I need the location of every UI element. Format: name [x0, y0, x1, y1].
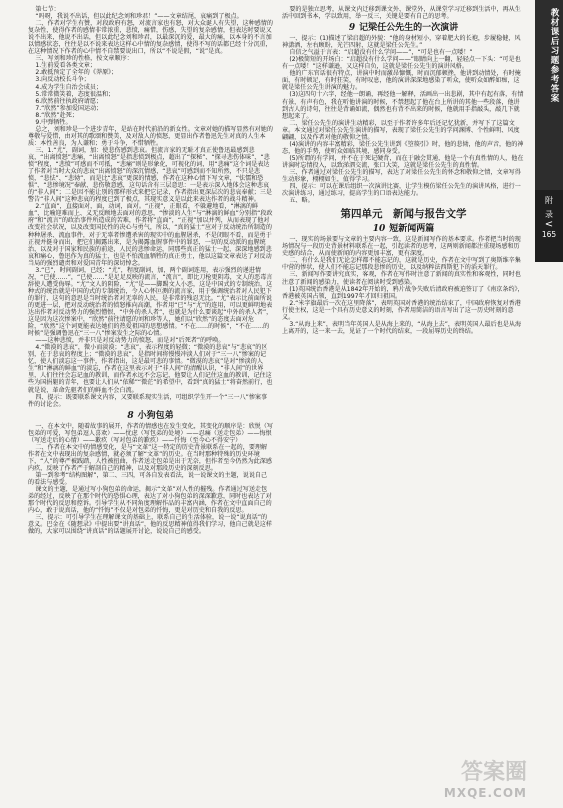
paragraph: 第一到参考“结构图解”，第二、三四，可各自发表看法，说一说课文的主题，说说自己的看法与感受。 — [28, 472, 268, 487]
paragraph: 一、在本文中，随着故事的展开，作者的情感也在发生变化，其变化的顺序是：欣悦（写包弟的可爱，写包弟逗人喜欢）——忧虑（写包弟的处境）——忍痛（送走包弟）——悔恨（写送走后的心情）——歉疚（写对包弟的歉疚）——忏悔（至今心不得安宁） — [28, 422, 273, 444]
paragraph: 二、作者对学生有赞，对段政府有怒，对流言家也有怒，对大众诞人有失望，这种感情的复杂性，使得作者的感情非常浓重，悲愤，痛惜，伤感，失望的复杂感情，但表达时要说又说不出来，他说不出话，但以此纪念刘和珍君，以最深沉的爱，最大的痛，以本身的不言加以情感状态，往往是以不说来表达这样心中情的复杂感情，使得不写的话都已经十分沉重，在这种情况下作者的心中情不自禁要说出口，所以“不说是假，“说”是真。 — [28, 20, 273, 56]
paragraph: 二、作者在本文中的情感变化，是与“文革”这一特定的历史背景联系在一起的，要理解作者在文中表现出的复杂感情，就必须了解“文革”的历史。在当时那种特殊的历史环境下，“人”的尊严被践踏，人性被扭曲，作者送走包弟是出于无奈，但作者至今仍然为此深感内疚，反映了作者严于解剖自己的精神，以及对那段历史的深刻反思。 — [28, 443, 272, 472]
paragraph: 2.“米字旗最后一次在这里降落”，表明英国对香港的统治结束了，中国政府恢复对香港行使主权，这是一个具有历史意义的时刻，作者用简洁的语言写出了这一历史时刻的意义。 — [282, 299, 521, 321]
paragraph: 4.“微漠的悲哀”，微小而淡漠；“悲哀”，表示程度的轻微；“微漠的悲哀”与“悲哀”的区别，在于悲哀的程度上；“微漠的悲哀”，是指时间将慢慢冲淡人们对于“三一八”惨案的记忆，使人们淡忘这一事件，作者指出，这是最可悲的事情。“微漠的悲哀”是对“惨淡的人生”和“淋漓的鲜血”的淡忘，作者在这里表示对于“非人间”的清醒认识，“非人间”的世界里，人们往往会忘记血的教训，而作者永远不会忘记，他要让人们记住这血的教训，记住这些为国捐躯的青年，也要让人们从“依稀”“微茫”的希望中，看到“真的猛士”将奋然前行，也就是说，革命先驱者们的鲜血不会白流。 — [28, 344, 273, 394]
heading-title: 记梁任公先生的一次演讲 — [359, 23, 459, 34]
paragraph: (3)这四句十六字，经他一朗诵，再经他一解释，活画出一出悲剧，其中有起有落，有情有景，有声有色，我在听他讲演的时候，不禁想起了他在台上所讲的其他一些段落，他讲到古人的诗句，往往是背诵如流，偶然也有背不出来的时候，他就用手指敲头，敲几下就想起来了。 — [282, 91, 524, 120]
paragraph: 三、提示：可引导学生在理解课文的基础上，联系自己的生活体验，说一说“说真话”的意义。巴金在《随想录》中提出要“讲真话”，他的反思精神值得我们学习，他自己就是这样做的，大家可以围绕“讲真话”的话题展开讨论，说说自己的感受。 — [28, 514, 272, 536]
paragraph: 3.向反动校长斗争； — [35, 76, 90, 84]
paragraph: 他的广东官话很有特点，讲演中时而激昂慷慨，时而沉郁顿挫，他讲到动情处，有时掩面，有时顿足，有时狂笑，有时叹息，他的演讲深深地感染了听众，使听众如醉如痴，这就是梁任公先生讲演的魅力。 — [282, 70, 521, 92]
paragraph: 三、写刘和珍的性格，按文章顺序： — [35, 55, 133, 63]
paragraph: 二、有什么是我们无论怎样都不能忘记的，这就是历史，作者在文中写到了奥斯维辛集中营的惨状，使人们不能忘记那段悲惨的历史，以及纳粹法西斯犯下的滔天罪行。 — [282, 257, 521, 272]
left-column — [28, 6, 273, 535]
paragraph: ——这种悲愤，并非只是对反动势力的愤怒，而是对“后死者”的呼唤。 — [35, 337, 225, 345]
lesson-heading — [282, 223, 525, 235]
paragraph: 一、现实的场景要与文章的主要内容一致，这是新闻写作的基本要求。作者把当时的现场情况与一段历史背景材料联系在一起，引起读者的思考，这两则新闻都注重现场感和历史感的结合，从而使新闻的内容更加丰富，更有深度。 — [282, 236, 521, 258]
paragraph: 自信之气溢于言表：“启超没有什么学问——”，“可是也有一点喽！” — [289, 49, 473, 57]
paragraph: 课文的主题，是通过写小狗包弟的命运，揭示“文革”对人性的摧残。作者通过写送走包弟的经过，反映了在那个时代的恐惧心理，表达了对小狗包弟的深深歉意，同时也表达了对那个时代的反思和控诉。引导学生从不同角度理解作品的丰富内涵，作者在文中直面自己的内心，敢于说真话，他的“忏悔”不仅是对包弟的忏悔，更是对历史和自我的反思。 — [28, 486, 272, 515]
paragraph: 6.欣然前往执政府请愿； — [35, 97, 103, 105]
paragraph: 三、作者通过对梁任公先生的描写，表达了对梁任公先生的怀念和敬仰之情，文章写得生动形象，栩栩如生，值得学习。 — [282, 168, 521, 184]
paragraph: 2.“直面”，直接面对，面，动词，面对。“正视”，正眼看，不躲避地看，“淋漓的鲜血”，比喻迎难而上、义无反顾地去面对的意思，“惨淡的人生”与“淋漓的鲜血”分别指“段政府”和“流言”的政治事件所造成的苦难，作者将“直面”，“正视”加以并列，从而表现了他对改变社会状况，以及改变国民性的决心与勇气，所以，“真的猛士”应对于反动统治所制造的种种屠杀、流血事件，对于无辜者惨遭杀害的现实中的血腥屠杀，不是闭眼不看，而是勇于正视并挺身而出，把它们揭露出来，是为揭露血腥事件中的罪恶，一切的反动派的血腥统治，以及对于国家和民族的前途，人民的悲惨命运，同那些真正的猛士一起，深深地感到悲哀和痛心，鲁迅作为真的猛士，也是不怕流血牺牲的真正勇士，他以这篇文章表达了对反动当局的强烈谴责和对爱国青年的深切悼念。 — [28, 203, 273, 267]
paragraph: 2.敢抵预定了全年的《莽原》； — [35, 69, 118, 77]
paragraph: (1)英国统治香港是从1842年开始的，鸦片战争失败后清政府被迫签订了《南京条约》，香港被英国占领，直到1997年才回归祖国。 — [282, 285, 524, 300]
unit-heading — [282, 207, 525, 221]
paragraph: 4.成为学生自治会成员； — [35, 83, 103, 91]
paragraph: (5)所谓的有学问，并不在于死记硬背，而在于融会贯通，他是一个有真性情的人，他在讲演时忘情投入，以致涕泗交流，张口大笑，这就是梁任公先生的真性情。 — [282, 154, 524, 169]
paragraph: 三、新闻写作要讲究真实，客观，作者在写作时注意了新闻的真实性和客观性，同时也注意了新闻的感染力，使读者在阅读时受到感染。 — [282, 271, 521, 286]
watermark-logo — [393, 759, 533, 802]
heading-title: 短新闻两篇 — [389, 224, 435, 235]
paragraph: 四、提示：既要联系课文内容，又要联系现实生活，可组织学生开一个“三一八”惨案事件的讨论会。 — [28, 393, 268, 408]
page-number: 165 — [541, 230, 557, 239]
sidebar — [535, 0, 563, 808]
heading-title: 小狗包弟 — [137, 410, 174, 421]
heading-title: 第四单元 新闻与报告文学 — [340, 208, 467, 221]
paragraph: 3.“已”，时间副词，已经；“尤”，程度副词，加，两个副词连用，表示强烈的递进情况，“已使……”，“已使……”是足足反映的流言，“流言”，即比刀枪更阴毒，文人的恶毒言辞使人遭受侮辱。“尤”文人的阴险，“尤”是——脚踢文人小恶，这是中国式的专制统治，这种式的统治就是中国的式的专制统治，令人心怀叵测的流言家，用于强调统治者对人民犯下的罪行，这句的意思是当时统治者对无辜的人民，是非常的残忍无比。“尤”表示比前面所说的更进一层，把对反动统治者的愤怒推向高潮，作者用“已”与“尤”的连用，可以更鲜明地表达出作者对反动势力的强烈憎恨，“中外的杀人者”，也就是为什么要谈起“中外的杀人者”，这是因为这次惨案中，“欣然”前往请愿的刘和珍等人，她们以“欣然”的态度去面对危险，“欣然”这个词更能表达她们的热爱祖国的思想感情。“不在……的时候”，“不在……的时候”是强调鲁迅在“三一八”惨案发生之际的心情。 — [28, 266, 273, 338]
paragraph: (2)极简短的开场白：“启超没有什么学问——”眼睛向上一翻，轻轻点一下头：“可是也有一点喽！”这样谦逊，又这样自负，这就是梁任公先生的演讲风格。 — [282, 56, 521, 71]
lesson-number: 10 — [372, 224, 386, 235]
lesson-number: 9 — [348, 23, 356, 34]
paragraph: 7.“欣然”参加爱国运动； — [35, 104, 103, 112]
paragraph: 3.“从海上来”，表明当年英国人是从海上来的，“从海上去”，表明英国人最后也是从海上离开的，这一来一去，见证了一个时代的结束，一段屈辱历史的终结。 — [282, 320, 522, 335]
paragraph: 四、提示：可以在课后组织一次演讲比赛，让学生模仿梁任公先生的演讲风格，进行一次演讲练习，通过练习，提高学生的口语表达能力。 — [282, 183, 521, 198]
paragraph: (4)演讲的内容丰富精彩，梁任公先生讲到《箜篌引》时，他的悲恸，他的声音，他的神态，他的手势，使听众如临其境，感同身受。 — [282, 140, 524, 155]
chevron-left-icon: < — [544, 219, 554, 230]
paragraph: 9.中弹牺牲。 — [35, 118, 72, 126]
paragraph: 总之，刘和珍是一个进步青年，是站在时代前沿的新女性。文章对她的描写显然有对她的尊敬与爱惜，由对其的歌颂和赞美，及对敌人的愤怒，更显出作者鲁迅先生对真的人生本质：本性善良，为人谦和；勇于斗争，不惜牺牲。 — [28, 125, 273, 147]
lesson-heading — [28, 410, 273, 422]
paragraph: 第七节： — [35, 6, 60, 13]
paragraph: 1.生前爱看各类文章； — [35, 62, 96, 70]
paragraph: 三、1.“尤”，副词，加：使悲伤感到悲哀。但流言家的无耻才真正使鲁迅最感到悲哀，“出离愤怒”悲痛，“出离愤怒”是指悲愤到极点，超出了“探秘”、“探寻悲伤体味”、“悲愤”程度，“悲愤”可感而不可抵，“悲痛”则是形象化，可视化的词，用“悲痛”这个词是表达了作者对当时大众的悲哀“出离愤怒”的深沉情感，“悲哀”可感到而不知所然，不只是悲愤，“悲怯”、“悲恸”，而是比“悲哀”更深的情感，作者在这种心情下写文章，“怯懦和恐惧”、“悲惨境况”奉献、悲伤敬意感，这句话含有三层意思：一是表示深入地体会这种悲哀的“非人间”；二是因不能让别的那样形式来把它记录，作者指出更深层次的悲哀奉献；三是警告“非人间”这种悲哀的程度已到了极点，其现实意义是以此来表达作者的战斗精神。 — [28, 146, 272, 204]
paragraph: 5.常常微笑着，态度很温和； — [35, 90, 115, 98]
paragraph: “吗呀，我说不出话，但以此纪念刘和珍君！”——文章结尾，哀痛到了极点。 — [35, 13, 243, 21]
watermark-text: 答案圈 — [460, 759, 527, 785]
lesson-number: 8 — [127, 410, 134, 421]
appendix-tab-label-1: 附 — [545, 196, 553, 205]
sidebar-header — [535, 0, 563, 190]
paragraph: 8.“欣然”赴死； — [35, 111, 78, 119]
right-column — [282, 6, 525, 335]
paragraph: 五、略。 — [289, 197, 314, 205]
sidebar-section-title: 教材课后习题参考答案 — [549, 8, 559, 103]
paragraph: 要的是独立思考，从课文内迁移到课文外、课堂外，从课堂学习迁移到生活中，再从生活中回到书本，学以致用，举一反三，关键是要有自己的思考。 — [282, 6, 521, 21]
lesson-heading — [282, 22, 525, 34]
paragraph: 一、提示：(1)描述了梁启超的外貌：“他的身材短小，穿着肥大的长袍，步履稳健，风神潇洒，左右顾盼，光芒四射，这就是梁任公先生。” — [282, 35, 521, 50]
appendix-tab — [535, 190, 563, 262]
watermark-url: MXQE.COM — [443, 786, 527, 800]
appendix-tab-label-2: 录 — [545, 210, 553, 219]
paragraph: 二、梁任公先生的演讲生动精彩，以至于作者许多年后还记忆犹新，并写下了这篇文章。本文通过对梁任公先生演讲的描写，表现了梁任公先生的学问渊博、个性鲜明、风度翩翩，以及作者对他的敬仰之情。 — [282, 119, 520, 141]
